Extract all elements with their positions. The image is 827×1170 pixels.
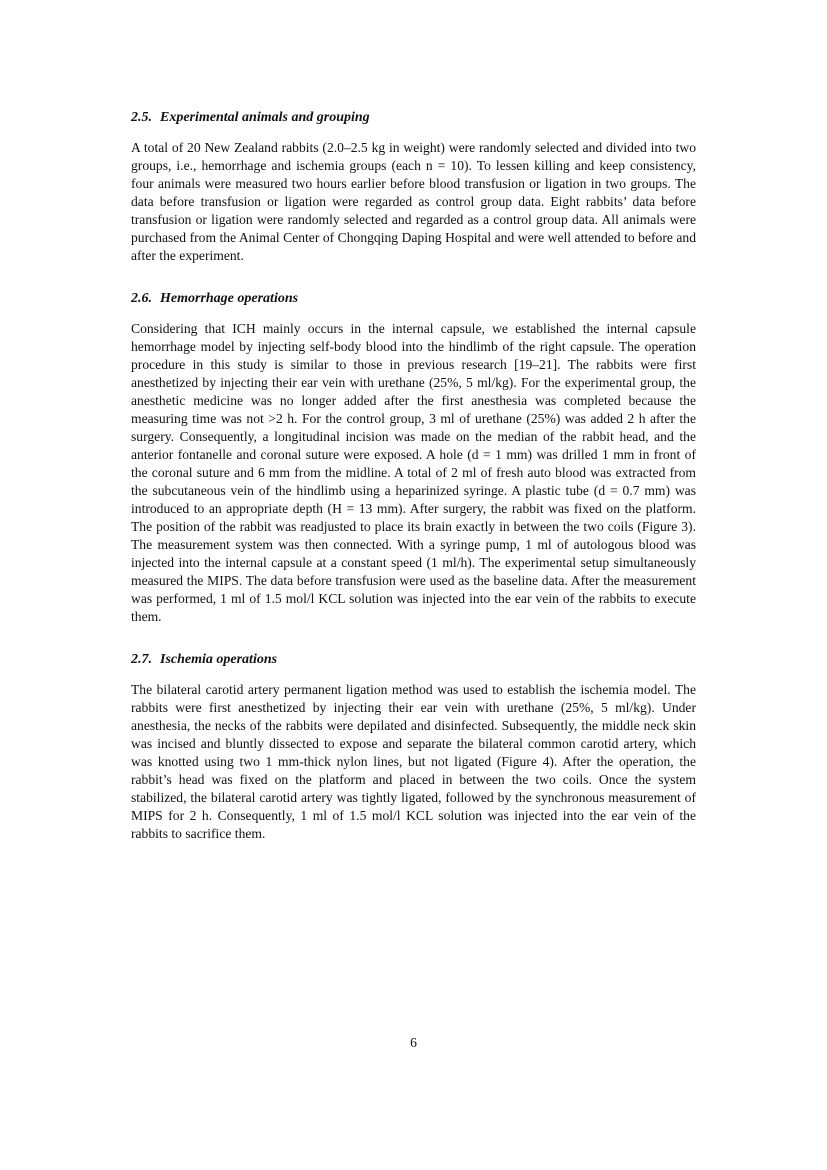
- section-heading: [131, 289, 696, 309]
- section-title: Experimental animals and grouping: [160, 110, 370, 125]
- section-paragraph: The bilateral carotid artery permanent ligation method was used to establish the ischemia model. The rabbits were first anesthetized by injecting their ear vein with urethane (25%, 5 ml/kg). Under anesthesia, the necks of the rabbits were depilated and disinfected. Subsequently, the middle neck skin was incised and bluntly dissected to expose and separate the bilateral common carotid artery, which was knotted using two 1 mm-thick nylon lines, but not ligated (Figure 4). After the operation, the rabbit’s head was fixed on the platform and placed in between the two coils. Once the system stabilized, the bilateral carotid artery was tightly ligated, followed by the synchronous measurement of MIPS for 2 h. Consequently, 1 ml of 1.5 mol/l KCL solution was injected into the ear vein of the rabbits to sacrifice them.: [131, 682, 696, 841]
- section-title: Ischemia operations: [160, 652, 278, 667]
- section-ischemia-operations: [131, 650, 696, 843]
- page-number: 6: [410, 1035, 417, 1050]
- section-number: 2.5.: [131, 110, 152, 125]
- section-paragraph: A total of 20 New Zealand rabbits (2.0–2.5 kg in weight) were randomly selected and divided into two groups, i.e., hemorrhage and ischemia groups (each n = 10). To lessen killing and keep consistency, four animals were measured two hours earlier before blood transfusion or ligation in two groups. The data before transfusion or ligation were regarded as control group data. Eight rabbits’ data before transfusion or ligation were randomly selected and regarded as a control group data. All animals were purchased from the Animal Center of Chongqing Daping Hospital and were well attended to before and after the experiment.: [131, 140, 696, 263]
- section-heading: [131, 650, 696, 670]
- section-heading: [131, 108, 696, 128]
- section-title: Hemorrhage operations: [160, 291, 299, 306]
- section-experimental-animals: [131, 108, 696, 265]
- page-content: [131, 108, 696, 843]
- section-number: 2.7.: [131, 652, 152, 667]
- section-paragraph: Considering that ICH mainly occurs in the internal capsule, we established the internal capsule hemorrhage model by injecting self-body blood into the hindlimb of the right capsule. The operation procedure in this study is similar to those in previous research [19–21]. The rabbits were first anesthetized by injecting their ear vein with urethane (25%, 5 ml/kg). For the experimental group, the anesthetic medicine was no longer added after the first anesthesia was completed because the measuring time was not >2 h. For the control group, 3 ml of urethane (25%) was added 2 h after the surgery. Consequently, a longitudinal incision was made on the median of the rabbit head, and the anterior fontanelle and coronal suture were exposed. A hole (d = 1 mm) was drilled 1 mm in front of the coronal suture and 6 mm from the midline. A total of 2 ml of fresh auto blood was extracted from the subcutaneous vein of the hindlimb using a heparinized syringe. A plastic tube (d = 0.7 mm) was introduced to an appropriate depth (H = 13 mm). After surgery, the rabbit was fixed on the platform. The position of the rabbit was readjusted to place its brain exactly in between the two coils (Figure 3). The measurement system was then connected. With a syringe pump, 1 ml of autologous blood was injected into the internal capsule at a constant speed (1 ml/h). The experimental setup simultaneously measured the MIPS. The data before transfusion were used as the baseline data. After the measurement was performed, 1 ml of 1.5 mol/l KCL solution was injected into the ear vein of the rabbits to execute them.: [131, 321, 696, 624]
- section-number: 2.6.: [131, 291, 152, 306]
- section-hemorrhage-operations: [131, 289, 696, 626]
